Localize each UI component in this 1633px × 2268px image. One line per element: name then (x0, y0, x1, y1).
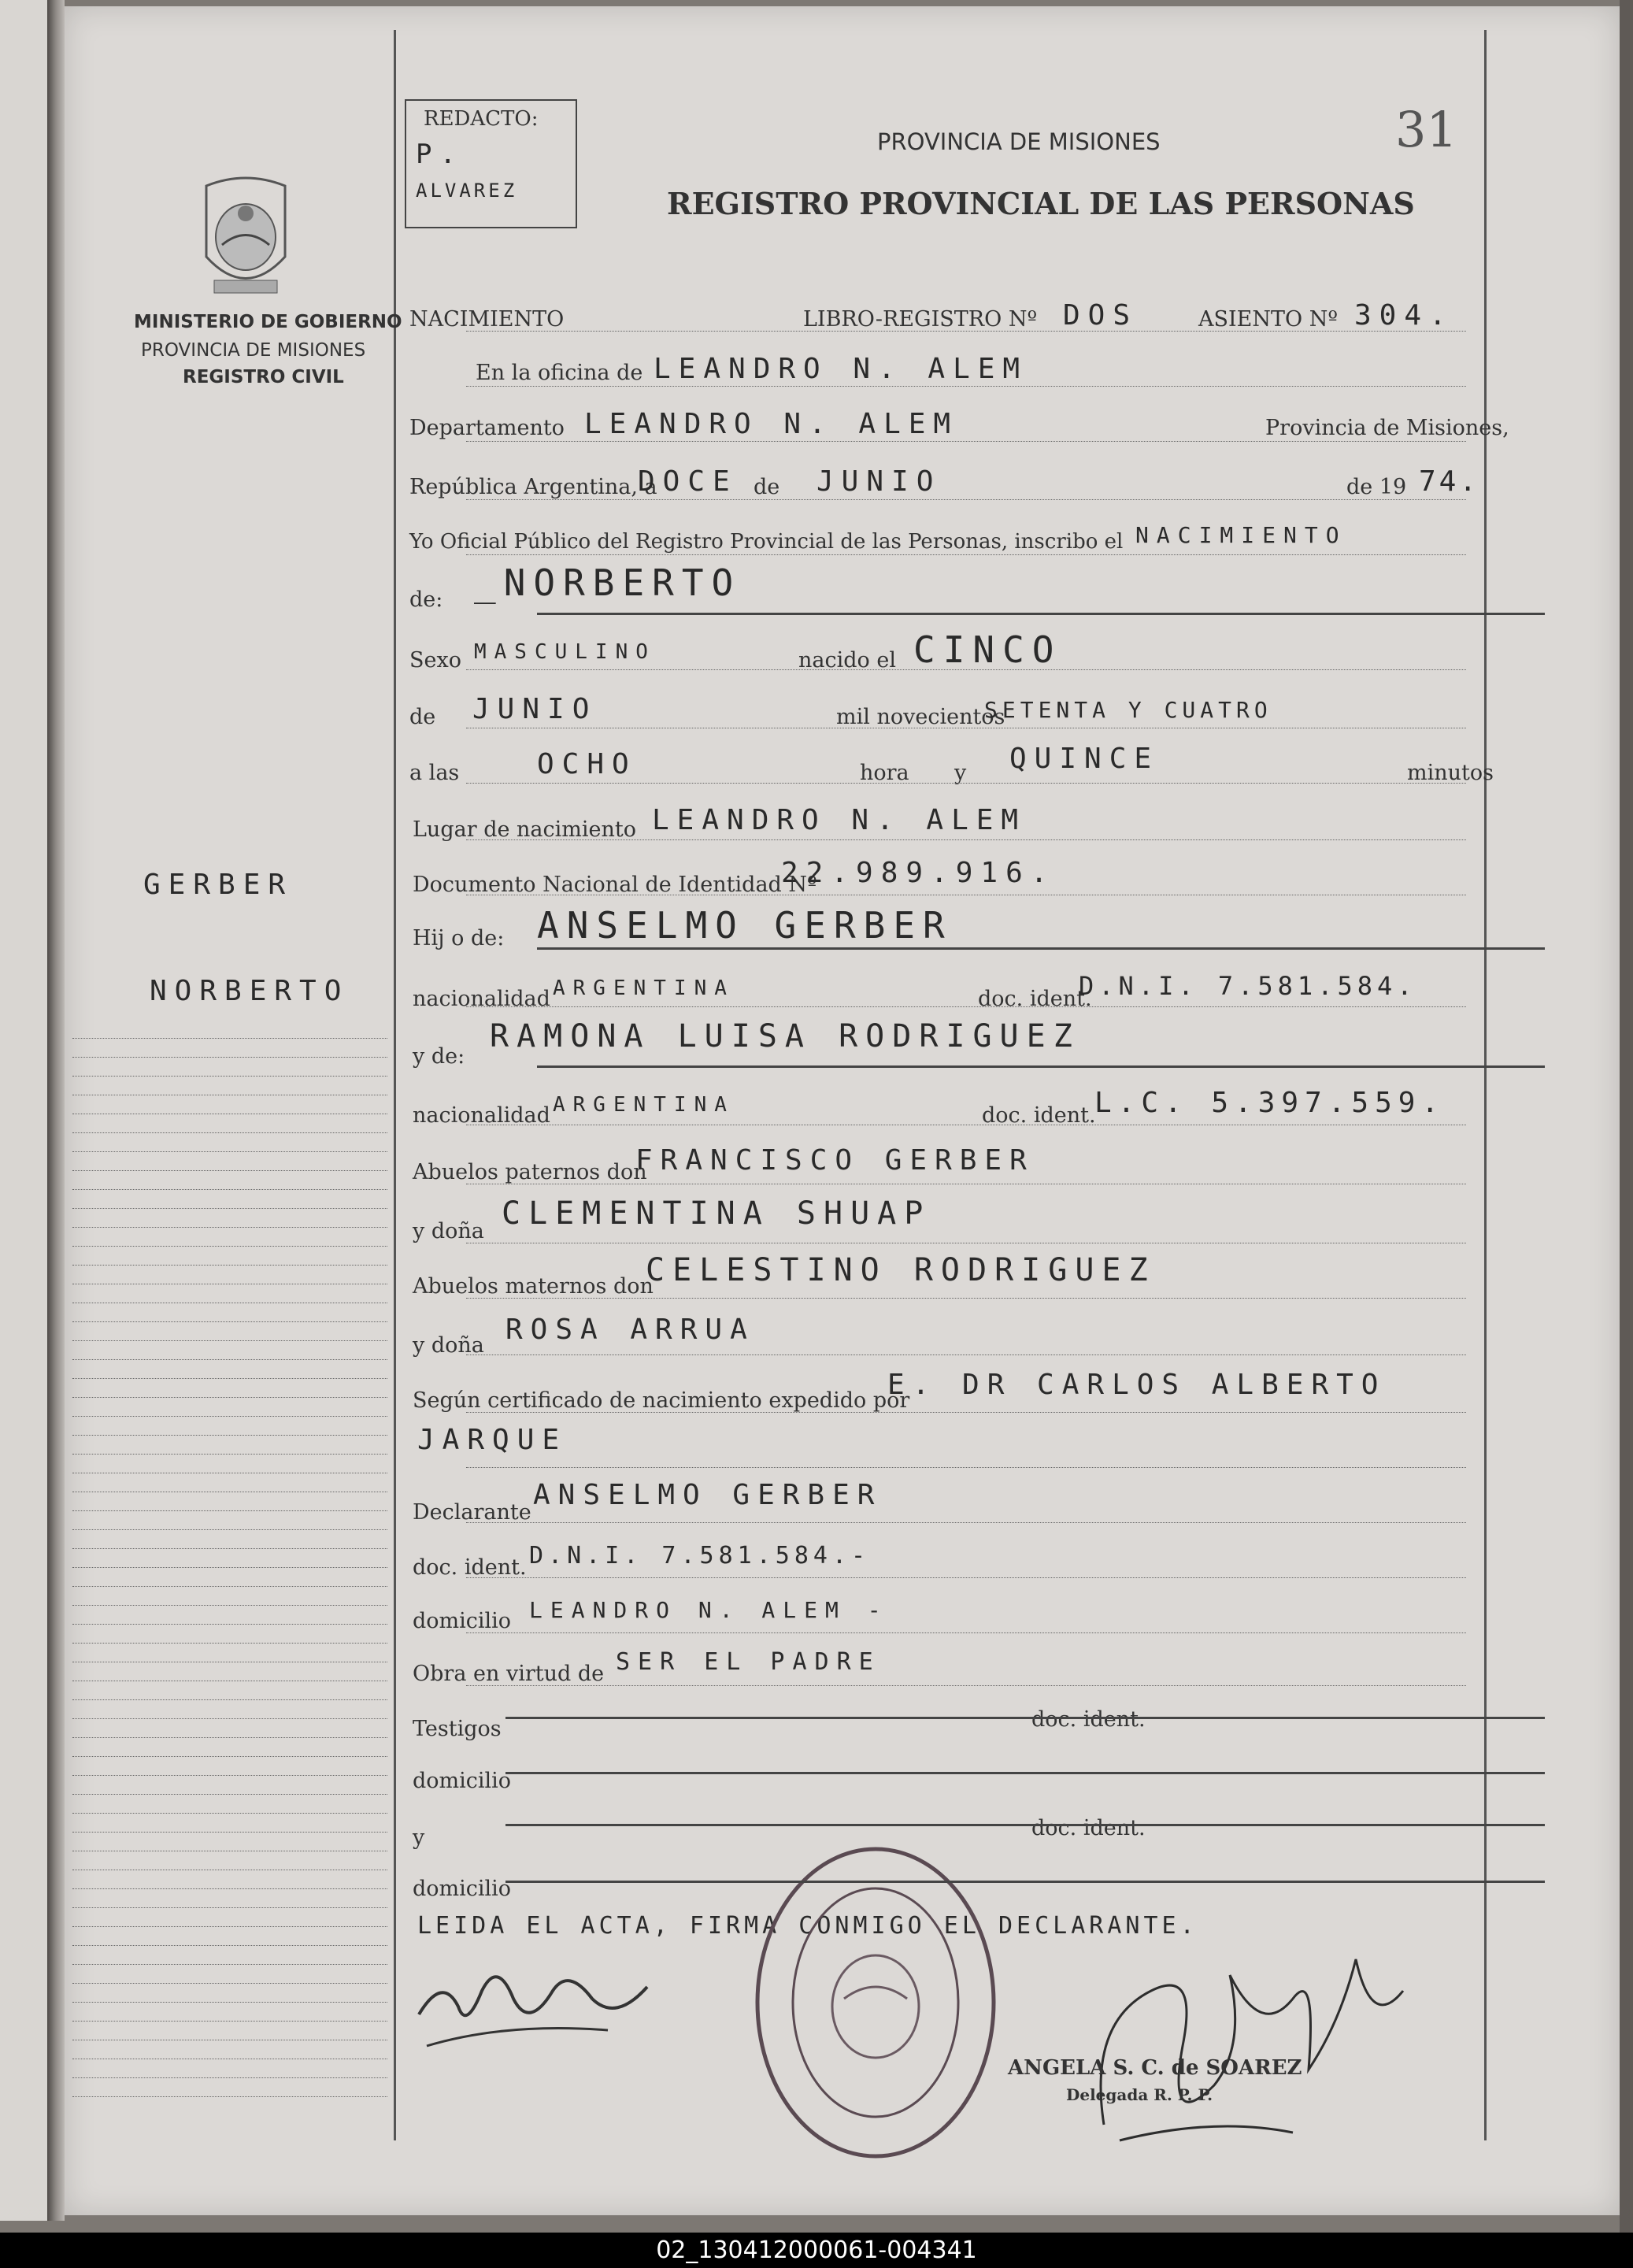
lugar-value: LEANDRO N. ALEM (652, 804, 1027, 836)
form-fill-line (466, 1522, 1466, 1523)
sidebar-ruled-line (72, 1265, 387, 1266)
year-label: de 19 (1346, 475, 1407, 499)
form-fill-line (466, 441, 1466, 442)
nacido-label: nacido el (798, 648, 896, 673)
sidebar-ruled-line (72, 1983, 387, 1984)
declarante-label: Declarante (413, 1500, 531, 1525)
previous-page-edge (0, 0, 47, 2221)
libro-value: DOS (1063, 299, 1139, 332)
departamento-value: LEANDRO N. ALEM (584, 408, 959, 440)
sidebar-ruled-line (72, 1076, 387, 1077)
sidebar-ruled-line (72, 1529, 387, 1530)
asiento-value: 304. (1354, 299, 1454, 332)
sidebar-ruled-line (72, 1624, 387, 1625)
sidebar-ruled-line (72, 2077, 387, 2078)
form-fill-line (466, 554, 1466, 555)
y2-doc-label: doc. ident. (1031, 1816, 1146, 1840)
mother-nationality-value: ARGENTINA (553, 1093, 735, 1117)
sidebar-ruled-line (72, 1189, 387, 1190)
witness-line (505, 1717, 1545, 1719)
sexo-label: Sexo (409, 648, 461, 673)
hora-label: hora (860, 761, 909, 785)
redacto-value-line1: P. (416, 139, 464, 170)
lugar-label: Lugar de nacimiento (413, 817, 636, 842)
sidebar-ruled-line (72, 1548, 387, 1549)
sidebar-ruled-line (72, 2002, 387, 2003)
mother-doc-value: L.C. 5.397.559. (1094, 1087, 1446, 1119)
ministry-label: MINISTERIO DE GOBIERNO (134, 312, 402, 332)
asiento-label: ASIENTO Nº (1198, 307, 1339, 332)
day-value: DOCE (638, 465, 738, 498)
obra-label: Obra en virtud de (413, 1662, 605, 1686)
form-fill-line (466, 1412, 1466, 1413)
oficina-label: En la oficina de (476, 361, 643, 385)
registry-page (65, 6, 1620, 2215)
sidebar-ruled-line (72, 1888, 387, 1889)
mother-doc-label: doc. ident. (982, 1103, 1096, 1128)
sidebar-ruled-line (72, 1567, 387, 1568)
sidebar-ruled-line (72, 1416, 387, 1417)
sidebar-ruled-line (72, 1832, 387, 1833)
sidebar-ruled-line (72, 1321, 387, 1322)
departamento-label: Departamento (409, 416, 565, 440)
sidebar-ruled-line (72, 2021, 387, 2022)
hijo-label: Hij o de: (413, 926, 505, 951)
form-fill-line (466, 1685, 1466, 1686)
nacido-value: CINCO (913, 628, 1062, 671)
form-fill-line (466, 1298, 1466, 1299)
page-number: 31 (1395, 101, 1457, 158)
maternal-y-dona-label: y doña (413, 1333, 484, 1358)
declarante-doc-value: D.N.I. 7.581.584.- (529, 1542, 871, 1569)
sidebar-ruled-line (72, 1454, 387, 1455)
declarant-signature (411, 1944, 679, 2062)
form-left-rule (394, 30, 396, 2140)
book-right-edge (1620, 0, 1633, 2233)
official-title: Delegada R. P. P. (1066, 2085, 1213, 2104)
sidebar-ruled-line (72, 1737, 387, 1738)
certificado-label: Según certificado de nacimiento expedido por (413, 1388, 910, 1413)
sidebar-ruled-line (72, 1057, 387, 1058)
y2-label: y (413, 1825, 425, 1850)
testigos-label: Testigos (413, 1717, 502, 1741)
testigos-doc-label: doc. ident. (1031, 1707, 1146, 1732)
form-fill-line (466, 669, 1466, 670)
book-gutter (47, 0, 65, 2221)
domicilio-label: domicilio (413, 1609, 512, 1633)
declarante-value: ANSELMO GERBER (533, 1479, 883, 1511)
sidebar-ruled-line (72, 1227, 387, 1228)
form-fill-line (466, 499, 1466, 500)
sidebar-ruled-line (72, 1699, 387, 1700)
sidebar-ruled-line (72, 1208, 387, 1209)
sidebar-ruled-line (72, 1964, 387, 1965)
sidebar-ruled-line (72, 1151, 387, 1152)
sidebar-ruled-line (72, 1945, 387, 1946)
redacto-label: REDACTO: (424, 107, 539, 131)
redacto-box (405, 99, 577, 228)
certificado-value-2: JARQUE (417, 1424, 568, 1456)
form-fill-line (466, 1632, 1466, 1633)
mother-nationality-label: nacionalidad (413, 1103, 550, 1128)
sidebar-ruled-line (72, 2096, 387, 2097)
sidebar-ruled-line (72, 1813, 387, 1814)
father-nationality-label: nacionalidad (413, 987, 550, 1011)
certificado-value-1: E. DR CARLOS ALBERTO (887, 1369, 1387, 1401)
redacto-value-line2: ALVAREZ (416, 180, 518, 202)
sidebar-ruled-line (72, 1246, 387, 1247)
sidebar-ruled-line (72, 1756, 387, 1757)
province-heading: PROVINCIA DE MISIONES (877, 128, 1161, 155)
birth-year-value: SETENTA Y CUATRO (984, 697, 1272, 723)
abuelos-maternos-label: Abuelos maternos don (413, 1274, 654, 1299)
sidebar-given-name: NORBERTO (150, 975, 350, 1007)
registry-heading: REGISTRO PROVINCIAL DE LAS PERSONAS (667, 186, 1415, 221)
de-name-label: de: (409, 587, 443, 612)
form-solid-line (537, 613, 1545, 615)
closing-statement: LEIDA EL ACTA, FIRMA CONMIGO EL DECLARANTE. (417, 1912, 1198, 1940)
birth-de-label: de (409, 705, 436, 729)
y-de-label: y de: (413, 1044, 465, 1069)
sidebar-ruled-line (72, 1510, 387, 1511)
father-nationality-value: ARGENTINA (553, 976, 735, 1000)
paternal-y-dona-label: y doña (413, 1219, 484, 1243)
year-value: 74. (1419, 465, 1480, 498)
hora-value: OCHO (537, 748, 637, 780)
official-signature (1057, 1928, 1450, 2164)
sidebar-ruled-line (72, 1775, 387, 1776)
witness-line (505, 1881, 1545, 1883)
libro-label: LIBRO-REGISTRO Nº (803, 307, 1038, 332)
form-fill-line (466, 331, 1466, 332)
minutos-value: QUINCE (1009, 743, 1160, 775)
sidebar-province-label: PROVINCIA DE MISIONES (141, 340, 366, 361)
sidebar-ruled-line (72, 1170, 387, 1171)
de-label: de (754, 475, 780, 499)
testigos-domicilio-label: domicilio (413, 1769, 512, 1793)
yo-oficial-label: Yo Oficial Público del Registro Provincial de las Personas, inscribo el (409, 530, 1124, 554)
form-solid-line (537, 947, 1545, 950)
sidebar-ruled-line (72, 1718, 387, 1719)
y-label: y (954, 761, 967, 785)
form-solid-line (537, 1065, 1545, 1068)
mother-value: RAMONA LUISA RODRIGUEZ (490, 1018, 1080, 1054)
sidebar-ruled-line (72, 1435, 387, 1436)
dni-label: Documento Nacional de Identidad Nº (413, 873, 817, 897)
witness-line (505, 1824, 1545, 1826)
sidebar-ruled-line (72, 1926, 387, 1927)
coat-of-arms-emblem (191, 170, 301, 304)
father-doc-label: doc. ident. (978, 987, 1092, 1011)
declarante-doc-label: doc. ident. (413, 1555, 527, 1580)
sidebar-ruled-line (72, 1340, 387, 1341)
maternal-grandmother-value: ROSA ARRUA (505, 1314, 755, 1346)
official-seal (750, 1841, 1002, 2164)
oficina-value: LEANDRO N. ALEM (654, 353, 1028, 385)
abuelos-paternos-label: Abuelos paternos don (413, 1160, 647, 1184)
sidebar-ruled-line (72, 1907, 387, 1908)
a-las-label: a las (409, 761, 460, 785)
domicilio2-label: domicilio (413, 1877, 512, 1901)
sidebar-ruled-line (72, 1378, 387, 1379)
father-value: ANSELMO GERBER (537, 904, 953, 947)
name-value: _NORBERTO (474, 561, 742, 604)
sidebar-ruled-line (72, 1586, 387, 1587)
birth-month-value: JUNIO (472, 693, 598, 725)
form-fill-line (466, 386, 1466, 387)
mil-label: mil novecientos (836, 705, 1005, 729)
sidebar-ruled-line (72, 1643, 387, 1644)
paternal-grandfather-value: FRANCISCO GERBER (635, 1144, 1035, 1177)
form-fill-line (466, 1467, 1466, 1468)
form-fill-line (466, 1006, 1466, 1007)
inscribo-value: NACIMIENTO (1135, 522, 1347, 548)
sidebar-ruled-line (72, 1794, 387, 1795)
sexo-value: MASCULINO (474, 640, 656, 664)
witness-line (505, 1772, 1545, 1774)
form-fill-line (466, 783, 1466, 784)
sidebar-ruled-line (72, 1038, 387, 1039)
paternal-grandmother-value: CLEMENTINA SHUAP (502, 1195, 931, 1232)
obra-value: SER EL PADRE (616, 1648, 881, 1676)
domicilio-value: LEANDRO N. ALEM - (529, 1597, 889, 1623)
sidebar-surname: GERBER (143, 869, 294, 901)
official-name: ANGELA S. C. de SOAREZ (1008, 2056, 1302, 2080)
maternal-grandfather-value: CELESTINO RODRIGUEZ (646, 1252, 1156, 1288)
dni-value: 22.989.916. (781, 857, 1056, 889)
image-label: 02_130412000061-004341 (656, 2236, 977, 2264)
form-fill-line (466, 1577, 1466, 1578)
form-fill-line (466, 1354, 1466, 1355)
sidebar-ruled-line (72, 1359, 387, 1360)
record-type-label: NACIMIENTO (409, 307, 565, 332)
form-fill-line (466, 839, 1466, 840)
minutos-label: minutos (1407, 761, 1494, 785)
father-doc-value: D.N.I. 7.581.584. (1079, 971, 1417, 1001)
republica-label: República Argentina, a (409, 475, 657, 499)
sidebar-ruled-line (72, 1397, 387, 1398)
civil-registry-label: REGISTRO CIVIL (183, 367, 344, 387)
provincia-suffix: Provincia de Misiones, (1265, 416, 1509, 440)
sidebar-ruled-line (72, 1132, 387, 1133)
month-value: JUNIO (816, 465, 942, 498)
sidebar-ruled-line (72, 1605, 387, 1606)
